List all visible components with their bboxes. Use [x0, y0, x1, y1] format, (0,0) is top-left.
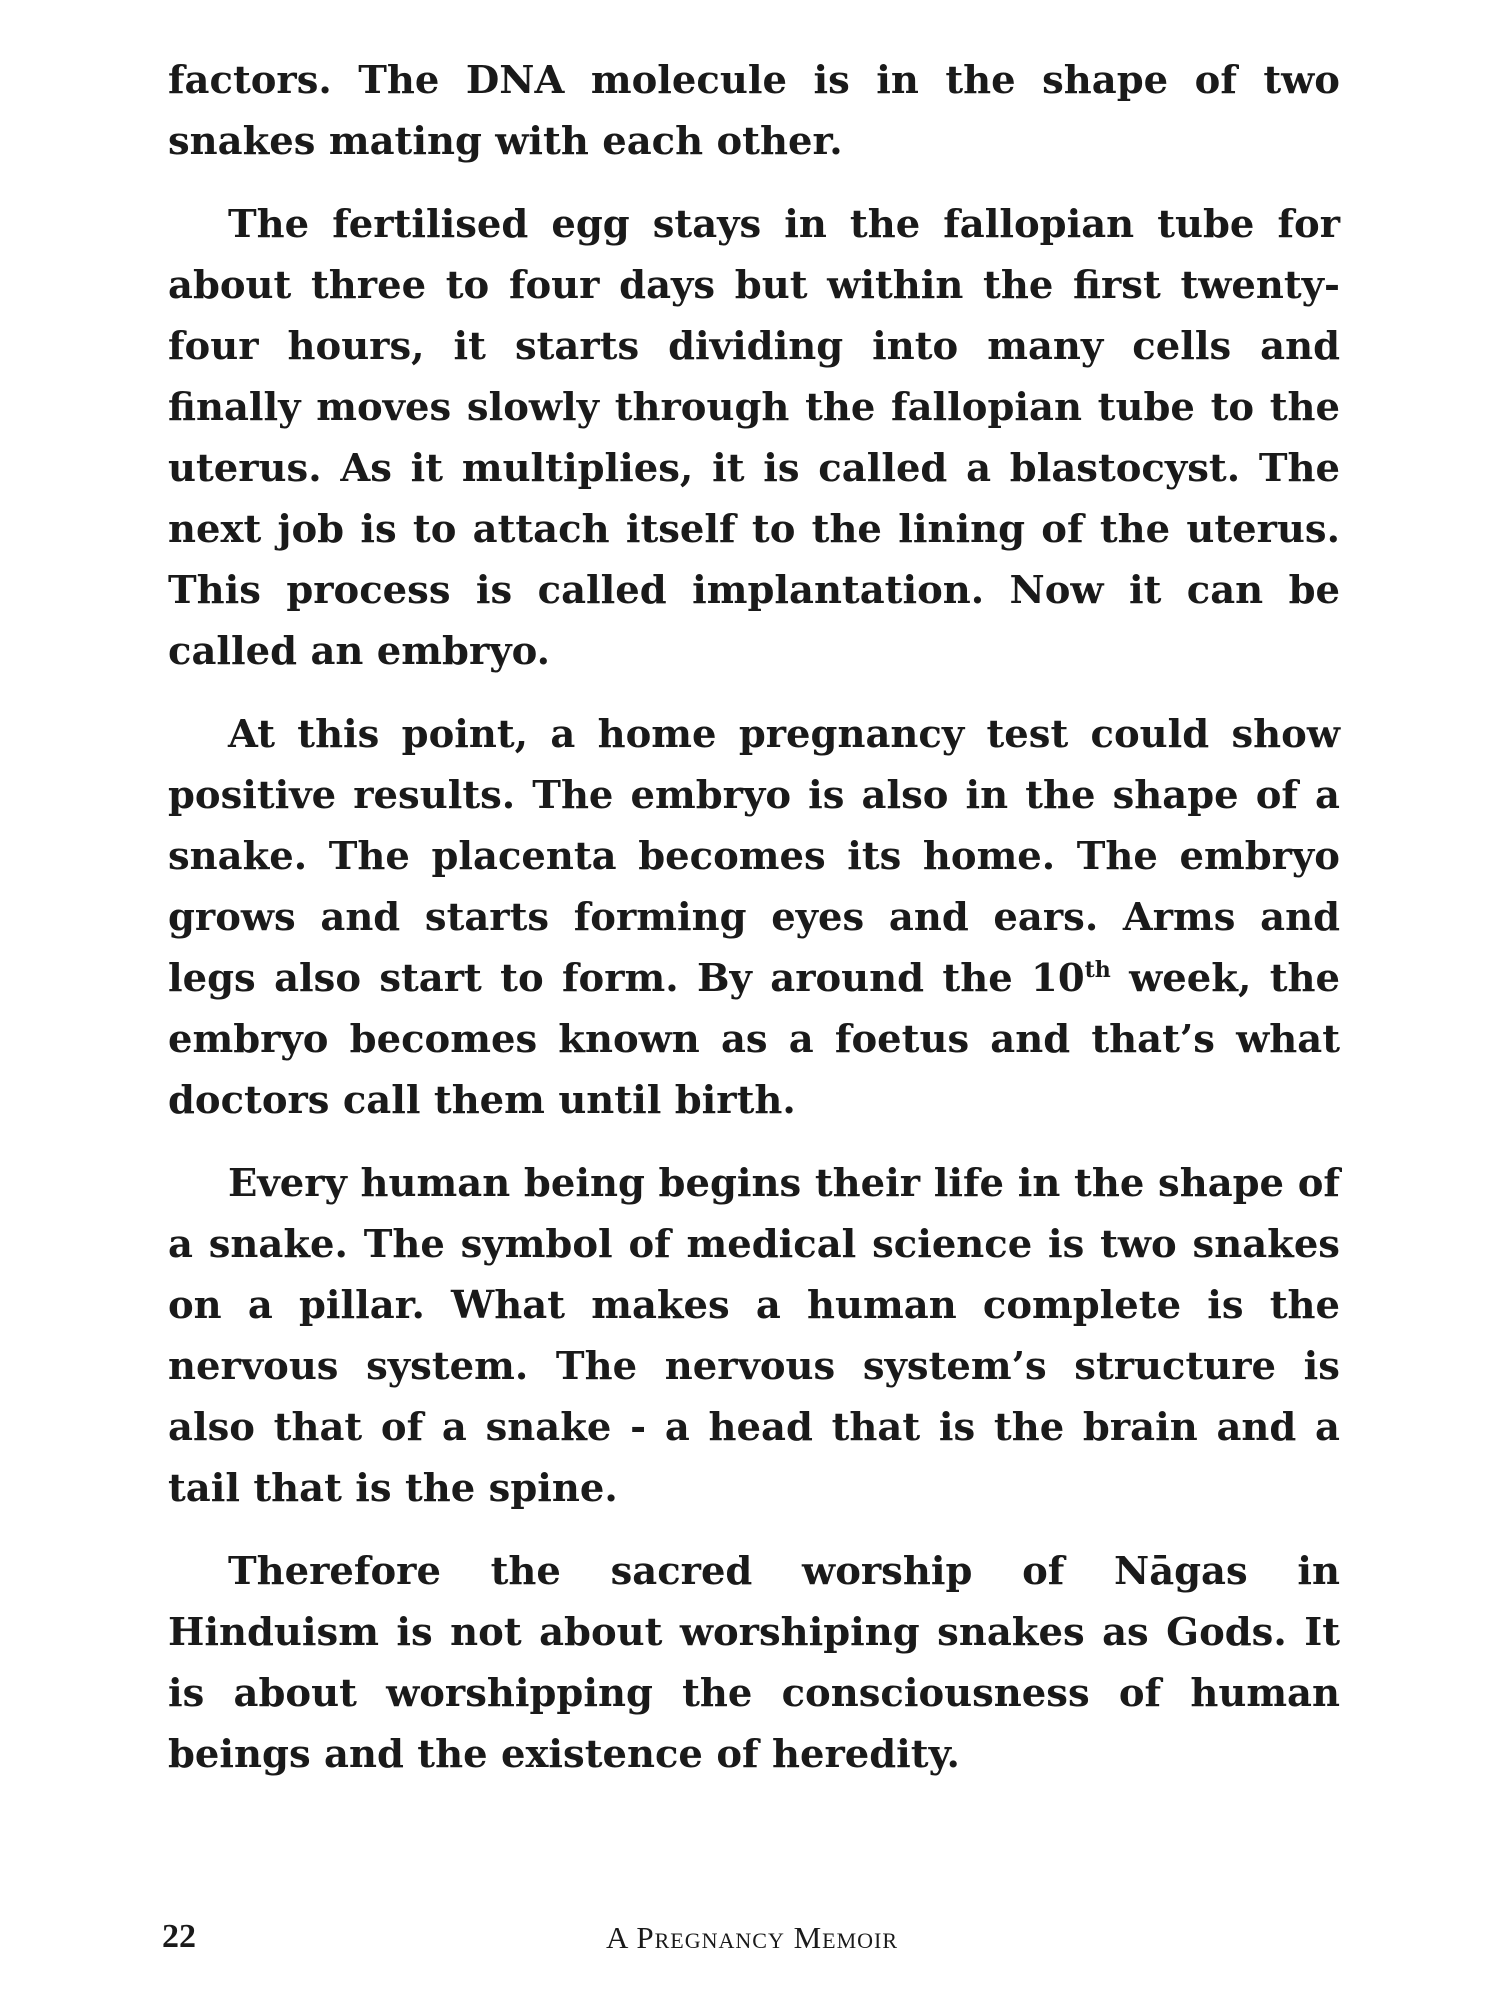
page-body	[168, 50, 1340, 1807]
paragraph-3	[168, 704, 1340, 1131]
page-number: 22	[162, 1918, 196, 1955]
running-title: A Pregnancy Memoir	[605, 1920, 899, 1955]
paragraph-4: Every human being begins their life in the shape of a snake. The symbol of medical science is two snakes on a pillar. What makes a human complete is the nervous system. The nervous system’s structure is also that of a snake - a head that is the brain and a tail that is the spine.	[168, 1161, 1340, 1511]
paragraph-5: Therefore the sacred worship of Nāgas in Hinduism is not about worshiping snakes as Gods. It is about worshipping the consciousness of human beings and the existence of heredity.	[168, 1549, 1340, 1777]
paragraph-1: factors. The DNA molecule is in the shape of two snakes mating with each other.	[168, 58, 1340, 164]
paragraph-3-text-after: week, the embryo becomes known as a foetus and that’s what doctors call them until birth.	[168, 956, 1340, 1123]
page-footer	[162, 1918, 1342, 1962]
paragraph-3-text-before: At this point, a home pregnancy test could show positive results. The embryo is also in the shape of a snake. The placenta becomes its home. The embryo grows and starts forming eyes and ears. Arms and legs also start to form. By around the 10	[168, 712, 1340, 1001]
ordinal-superscript: th	[1084, 957, 1111, 983]
paragraph-2: The fertilised egg stays in the fallopian tube for about three to four days but within the first twenty-four hours, it starts dividing into many cells and finally moves slowly through the fallopian tube to the uterus. As it multiplies, it is called a blastocyst. The next job is to attach itself to the lining of the uterus. This process is called implantation. Now it can be called an embryo.	[168, 202, 1340, 674]
